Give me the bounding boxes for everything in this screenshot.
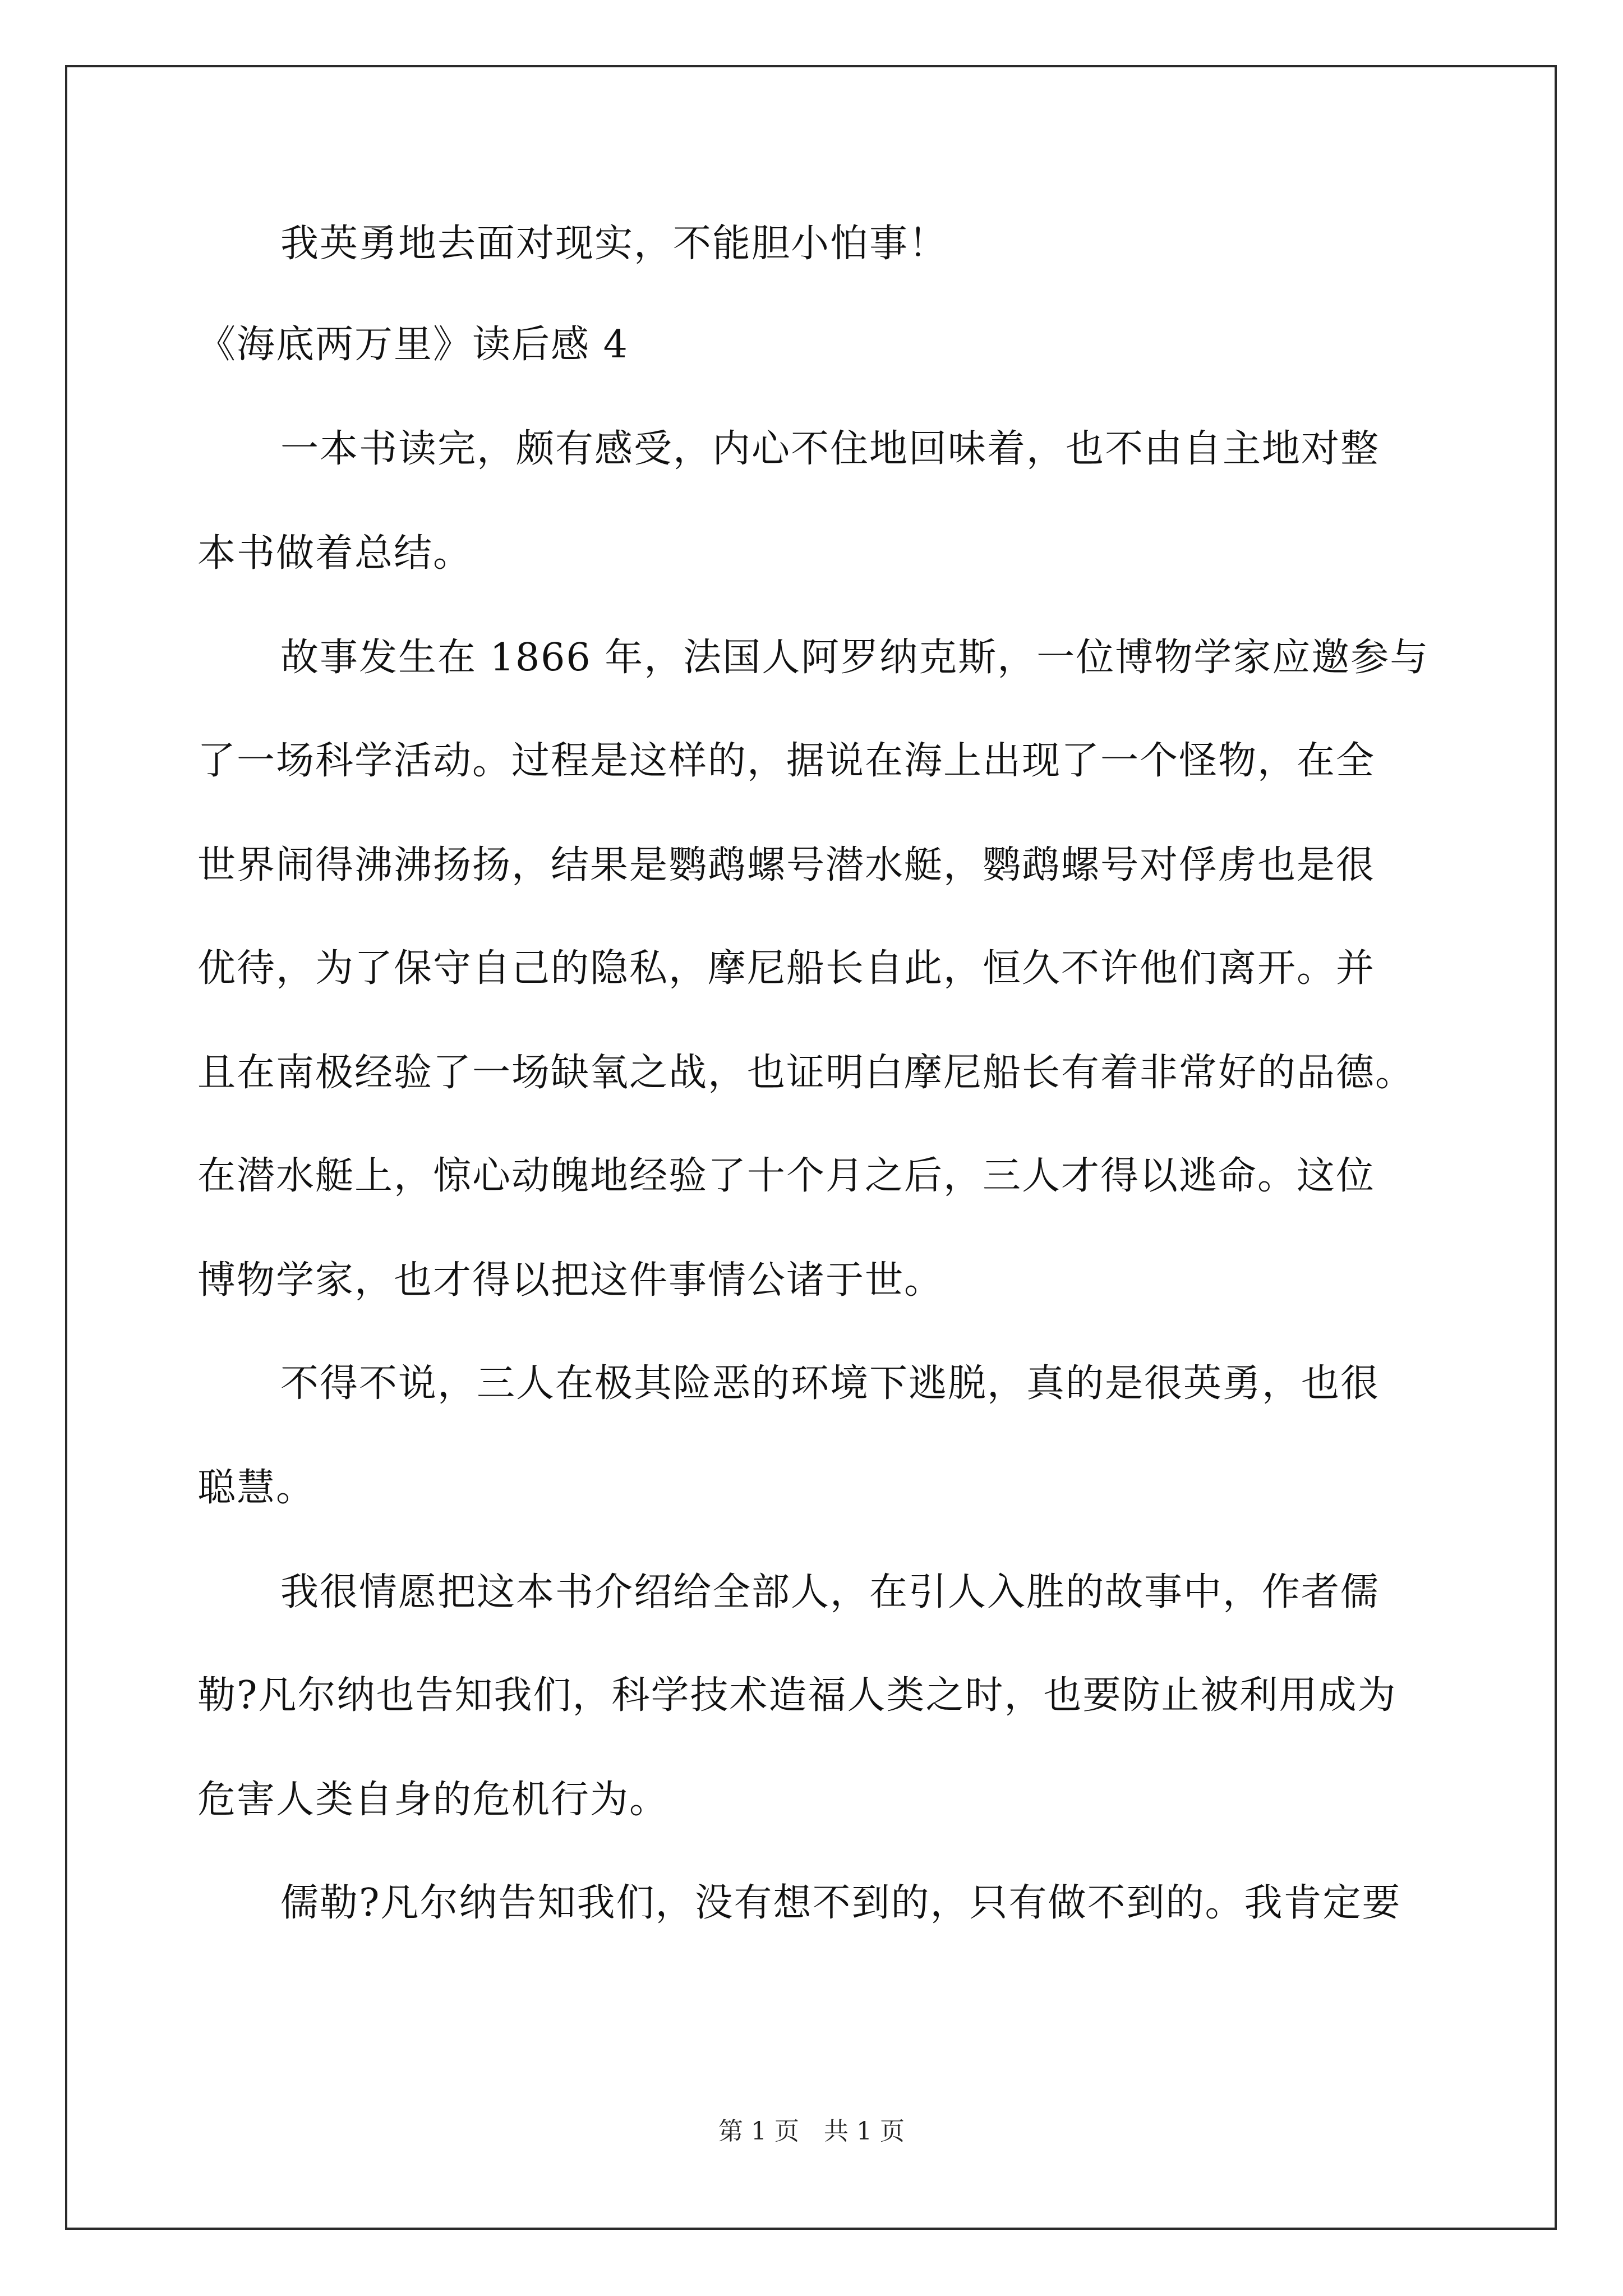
paragraph-line: 世界闹得沸沸扬扬，结果是鹦鹉螺号潜水艇，鹦鹉螺号对俘虏也是很 xyxy=(197,843,1376,887)
paragraph-line: 优待，为了保守自己的隐私，摩尼船长自此，恒久不许他们离开。并 xyxy=(197,946,1376,991)
paragraph-line: 本书做着总结。 xyxy=(197,531,473,576)
paragraph-line: 一本书读完，颇有感受，内心不住地回味着，也不由自主地对整 xyxy=(280,427,1380,471)
paragraph-line: 我很情愿把这本书介绍给全部人，在引人入胜的故事中，作者儒 xyxy=(280,1570,1380,1614)
paragraph-line: 儒勒?凡尔纳告知我们，没有想不到的，只有做不到的。我肯定要 xyxy=(280,1881,1401,1925)
paragraph-line: 勒?凡尔纳也告知我们，科学技术造福人类之时，也要防止被利用成为 xyxy=(197,1673,1397,1718)
paragraph-line: 危害人类自身的危机行为。 xyxy=(197,1778,669,1822)
paragraph-line: 我英勇地去面对现实，不能胆小怕事！ xyxy=(280,222,948,266)
paragraph-line: 在潜水艇上，惊心动魄地经验了十个月之后，三人才得以逃命。这位 xyxy=(197,1154,1376,1198)
paragraph-line: 不得不说，三人在极其险恶的环境下逃脱，真的是很英勇，也很 xyxy=(280,1361,1380,1406)
page-number: 第 1 页 共 1 页 xyxy=(718,2117,905,2146)
paragraph-line: 博物学家，也才得以把这件事情公诸于世。 xyxy=(197,1258,944,1303)
paragraph-line: 聪慧。 xyxy=(197,1466,316,1510)
paragraph-line: 了一场科学活动。过程是这样的，据说在海上出现了一个怪物，在全 xyxy=(197,739,1376,783)
section-heading: 《海底两万里》读后感 4 xyxy=(197,323,629,367)
paragraph-line: 故事发生在 1866 年，法国人阿罗纳克斯，一位博物学家应邀参与 xyxy=(280,636,1430,680)
paragraph-line: 且在南极经验了一场缺氧之战，也证明白摩尼船长有着非常好的品德。 xyxy=(197,1051,1415,1095)
